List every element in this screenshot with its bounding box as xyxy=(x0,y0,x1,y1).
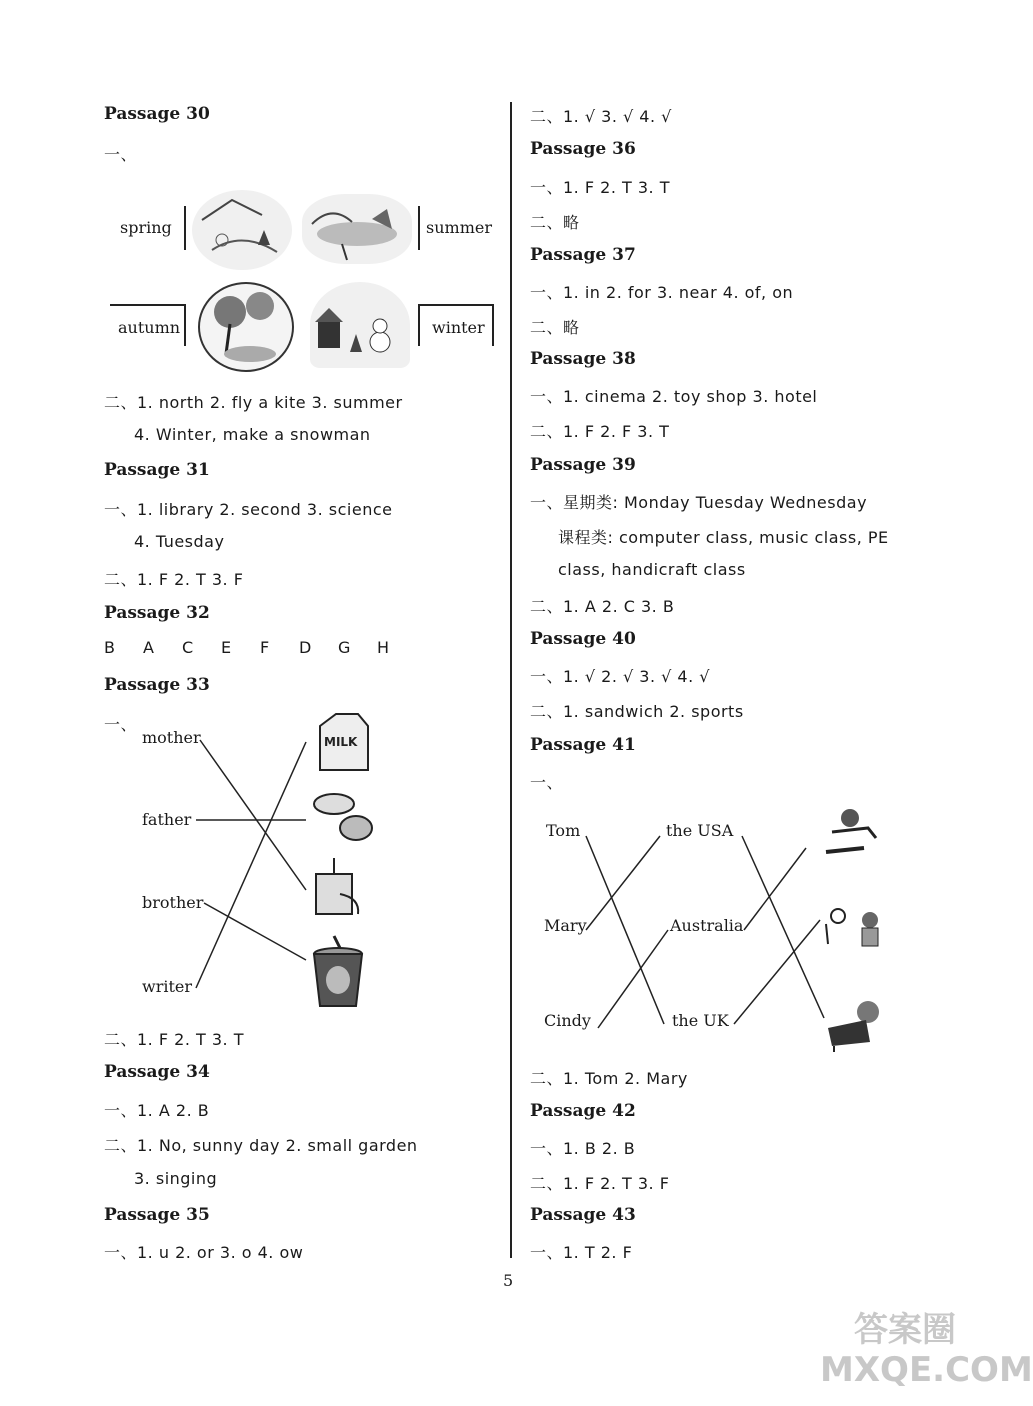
match-line xyxy=(586,836,660,930)
passage-42-line1: 一、1. B 2. B xyxy=(530,1139,636,1158)
passage-36-line1: 一、1. F 2. T 3. T xyxy=(530,178,670,197)
passage-41-part2: 二、1. Tom 2. Mary xyxy=(530,1069,688,1088)
passage-36-line2: 二、略 xyxy=(530,213,580,232)
passage-38-line2: 二、1. F 2. F 3. T xyxy=(530,422,670,441)
passage-37-heading: Passage 37 xyxy=(530,245,636,265)
passage-34-line3: 3. singing xyxy=(134,1169,218,1188)
page-number: 5 xyxy=(503,1271,514,1290)
match-person-father: father xyxy=(142,810,192,829)
passage-38-heading: Passage 38 xyxy=(530,349,636,369)
season-label-autumn: autumn xyxy=(118,318,181,337)
passage-33-part2: 二、1. F 2. T 3. T xyxy=(104,1030,244,1049)
match-country-usa: the USA xyxy=(666,821,734,840)
match-country-australia: Australia xyxy=(670,916,744,935)
passage-30-part1: 一、 xyxy=(104,145,138,164)
skateboard-kid-picture xyxy=(820,806,884,860)
passage-31-line1: 一、1. library 2. second 3. science xyxy=(104,500,393,519)
passage-30-part2-line2: 4. Winter, make a snowman xyxy=(134,425,371,444)
match-country-uk: the UK xyxy=(672,1011,729,1030)
passage-32-letter: E xyxy=(221,638,232,657)
season-label-winter: winter xyxy=(432,318,485,337)
passage-32-letter: G xyxy=(338,638,351,657)
basketball-kid-picture xyxy=(822,904,886,960)
passage-35-line1: 一、1. u 2. or 3. o 4. ow xyxy=(104,1243,304,1262)
passage-39-line2: 课程类: computer class, music class, PE xyxy=(558,528,889,547)
passage-30-part2-line1: 二、1. north 2. fly a kite 3. summer xyxy=(104,393,403,412)
passage-30-heading: Passage 30 xyxy=(104,104,210,124)
passage-36-heading: Passage 36 xyxy=(530,139,636,159)
match-name-mary: Mary xyxy=(544,916,587,935)
season-label-summer: summer xyxy=(426,218,492,237)
match-name-cindy: Cindy xyxy=(544,1011,591,1030)
passage-40-heading: Passage 40 xyxy=(530,629,636,649)
passage-41-heading: Passage 41 xyxy=(530,735,636,755)
passage-32-letter: C xyxy=(182,638,194,657)
match-line xyxy=(734,920,820,1024)
piano-kid-picture xyxy=(826,998,886,1052)
passage-43-heading: Passage 43 xyxy=(530,1205,636,1225)
passage-38-line1: 一、1. cinema 2. toy shop 3. hotel xyxy=(530,387,818,406)
basketball-kid-icon xyxy=(822,904,886,960)
passage-39-line3: class, handicraft class xyxy=(558,560,746,579)
passage-34-line2: 二、1. No, sunny day 2. small garden xyxy=(104,1136,418,1155)
passage-40-line2: 二、1. sandwich 2. sports xyxy=(530,702,744,721)
passage-31-heading: Passage 31 xyxy=(104,460,210,480)
passage-39-heading: Passage 39 xyxy=(530,455,636,475)
passage-37-line1: 一、1. in 2. for 3. near 4. of, on xyxy=(530,283,794,302)
passage-32-letter: B xyxy=(104,638,116,657)
piano-kid-icon xyxy=(826,998,886,1052)
passage-32-letter: H xyxy=(377,638,390,657)
match-line xyxy=(586,836,664,1024)
passage-35-heading: Passage 35 xyxy=(104,1205,210,1225)
passage-39-line4: 二、1. A 2. C 3. B xyxy=(530,597,675,616)
match-line xyxy=(598,930,668,1028)
watermark-logo: 答案圈 MXQE.COM xyxy=(820,1310,1033,1390)
passage-40-line1: 一、1. √ 2. √ 3. √ 4. √ xyxy=(530,667,710,686)
milk-label: MILK xyxy=(324,735,358,749)
passage-37-line2: 二、略 xyxy=(530,318,580,337)
passage-34-line1: 一、1. A 2. B xyxy=(104,1101,210,1120)
passage-32-letter: D xyxy=(299,638,312,657)
passage-31-line3: 二、1. F 2. T 3. F xyxy=(104,570,244,589)
match-person-brother: brother xyxy=(142,893,204,912)
season-label-spring: spring xyxy=(120,218,172,237)
passage-32-letter: A xyxy=(143,638,155,657)
match-person-mother: mother xyxy=(142,728,201,747)
passage-43-line1: 一、1. T 2. F xyxy=(530,1243,633,1262)
passage-35-part2: 二、1. √ 3. √ 4. √ xyxy=(530,107,672,126)
match-name-tom: Tom xyxy=(546,821,581,840)
passage-32-heading: Passage 32 xyxy=(104,603,210,623)
passage-39-line1: 一、星期类: Monday Tuesday Wednesday xyxy=(530,493,868,512)
match-line xyxy=(742,836,824,1018)
passage-33-part1: 一、 xyxy=(104,715,138,734)
skateboard-kid-icon xyxy=(820,806,884,860)
passage-42-heading: Passage 42 xyxy=(530,1101,636,1121)
passage-41-part1: 一、 xyxy=(530,773,564,792)
passage-42-line2: 二、1. F 2. T 3. F xyxy=(530,1174,670,1193)
match-person-writer: writer xyxy=(142,977,193,996)
passage-34-heading: Passage 34 xyxy=(104,1062,210,1082)
passage-32-letter: F xyxy=(260,638,270,657)
passage-33-heading: Passage 33 xyxy=(104,675,210,695)
passage-31-line2: 4. Tuesday xyxy=(134,532,225,551)
